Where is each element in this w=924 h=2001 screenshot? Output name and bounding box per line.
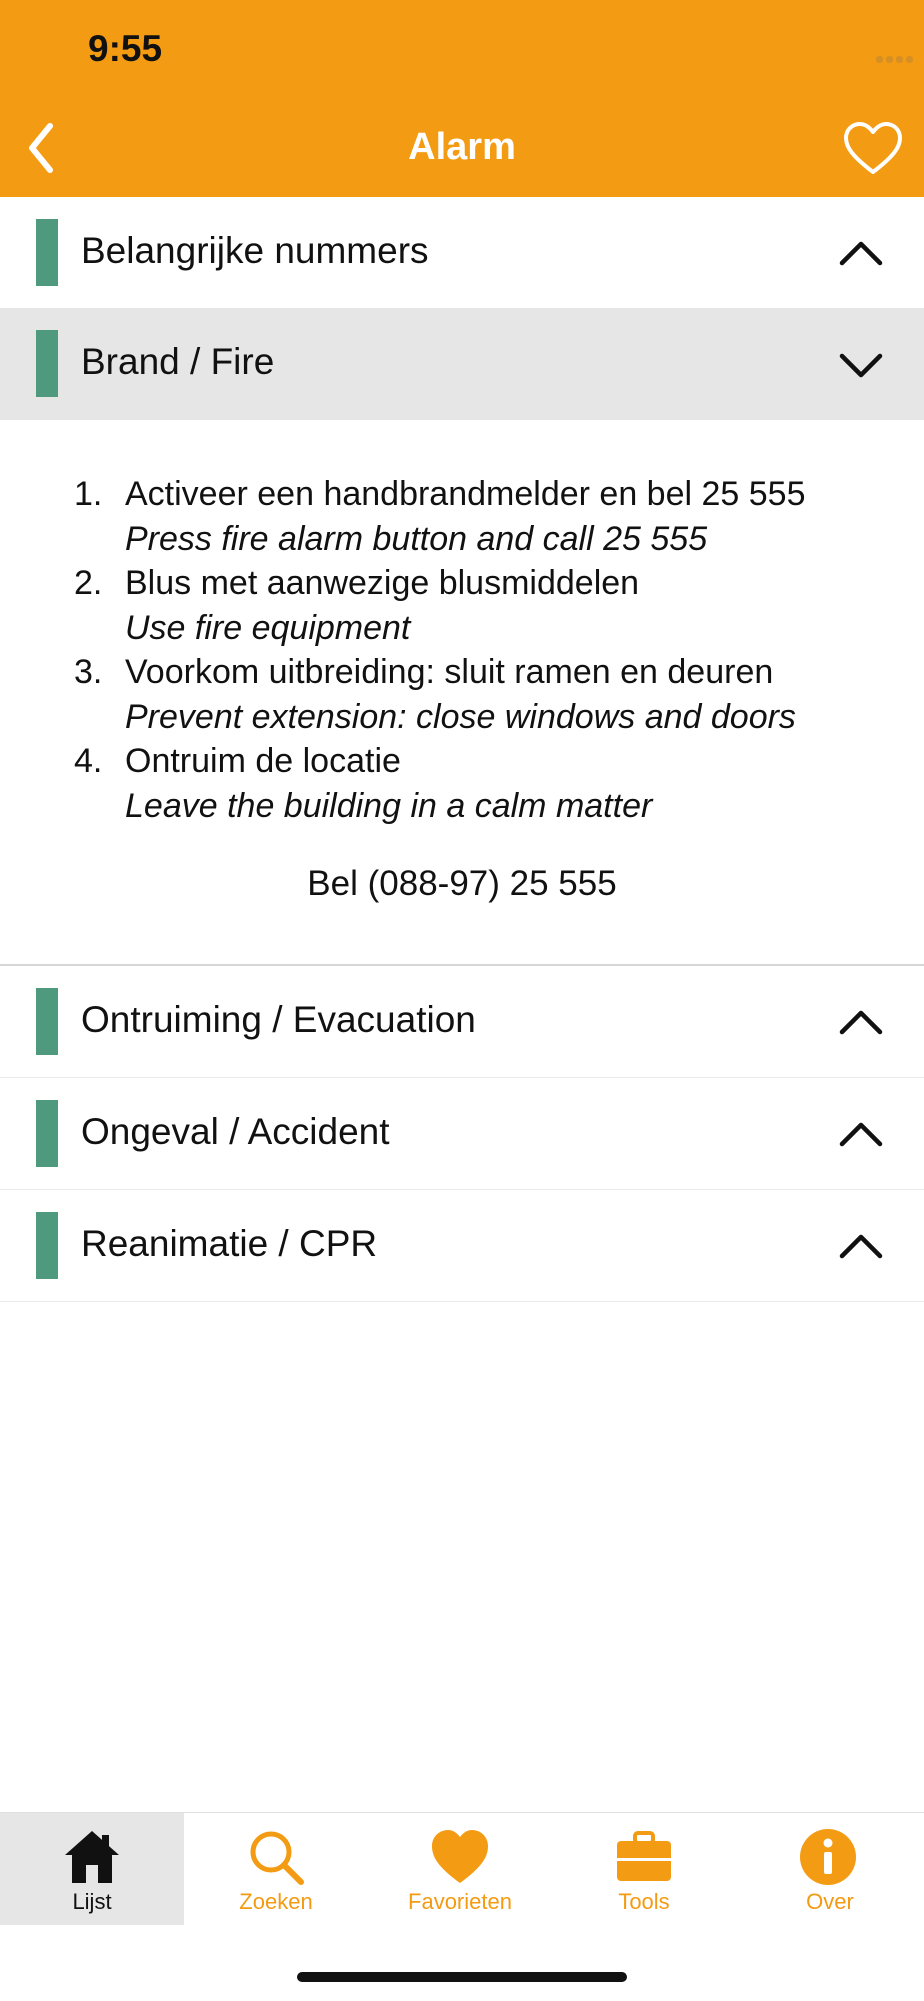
chevron-up-icon[interactable] — [838, 1226, 884, 1266]
magnifier-icon — [246, 1827, 306, 1887]
chevron-down-icon[interactable] — [838, 344, 884, 384]
tab-label: Favorieten — [408, 1889, 512, 1914]
chevron-up-icon[interactable] — [838, 1002, 884, 1042]
step-text-dutch: Voorkom uitbreiding: sluit ramen en deuren — [125, 653, 774, 691]
step-text-dutch: Activeer een handbrandmelder en bel 25 555 — [125, 475, 806, 513]
heart-icon — [430, 1827, 490, 1887]
tab-label: Over — [806, 1889, 854, 1914]
section-label: Ongeval / Accident — [81, 1111, 390, 1152]
tab-favorieten[interactable] — [368, 1813, 552, 1925]
chevron-up-icon[interactable] — [838, 1114, 884, 1154]
section-brand-fire[interactable] — [0, 308, 924, 420]
tab-label: Tools — [618, 1889, 670, 1914]
tab-lijst[interactable] — [0, 1813, 184, 1925]
favorite-heart-icon[interactable] — [842, 120, 904, 178]
tab-tools[interactable] — [552, 1813, 736, 1925]
tab-over[interactable] — [736, 1813, 924, 1925]
step-text-english: Use fire equipment — [125, 609, 411, 647]
step-number: 4. — [74, 742, 103, 780]
chevron-up-icon[interactable] — [838, 233, 884, 273]
section-ontruiming-evacuation[interactable] — [0, 966, 924, 1078]
step-text-english: Leave the building in a calm matter — [125, 787, 653, 825]
section-color-bar — [36, 330, 58, 397]
toolbox-icon — [614, 1827, 674, 1887]
section-label: Reanimatie / CPR — [81, 1223, 378, 1264]
tab-label: Lijst — [72, 1889, 112, 1914]
step-text-english: Press fire alarm button and call 25 555 — [125, 520, 708, 558]
house-icon — [62, 1827, 122, 1887]
section-ongeval-accident[interactable] — [0, 1078, 924, 1190]
section-label: Brand / Fire — [81, 341, 275, 382]
emergency-phone-number[interactable]: Bel (088-97) 25 555 — [307, 864, 617, 903]
cellular-signal-icon — [876, 56, 920, 64]
section-label: Belangrijke nummers — [81, 230, 429, 271]
section-belangrijke-nummers[interactable] — [0, 197, 924, 309]
section-reanimatie-cpr[interactable] — [0, 1190, 924, 1302]
section-color-bar — [36, 988, 58, 1055]
section-color-bar — [36, 1100, 58, 1167]
fire-instructions-panel — [0, 420, 924, 966]
step-number: 3. — [74, 653, 103, 691]
tab-zoeken[interactable] — [184, 1813, 368, 1925]
info-icon — [798, 1827, 858, 1887]
section-color-bar — [36, 219, 58, 286]
step-number: 2. — [74, 564, 103, 602]
section-color-bar — [36, 1212, 58, 1279]
step-text-dutch: Ontruim de locatie — [125, 742, 401, 780]
home-indicator[interactable] — [297, 1972, 627, 1982]
step-text-english: Prevent extension: close windows and doors — [125, 698, 796, 736]
step-text-dutch: Blus met aanwezige blusmiddelen — [125, 564, 640, 602]
section-label: Ontruiming / Evacuation — [81, 999, 476, 1040]
step-number: 1. — [74, 475, 103, 513]
page-title: Alarm — [408, 126, 516, 168]
status-time: 9:55 — [88, 28, 163, 69]
tab-label: Zoeken — [239, 1889, 313, 1914]
app-header — [0, 0, 924, 197]
